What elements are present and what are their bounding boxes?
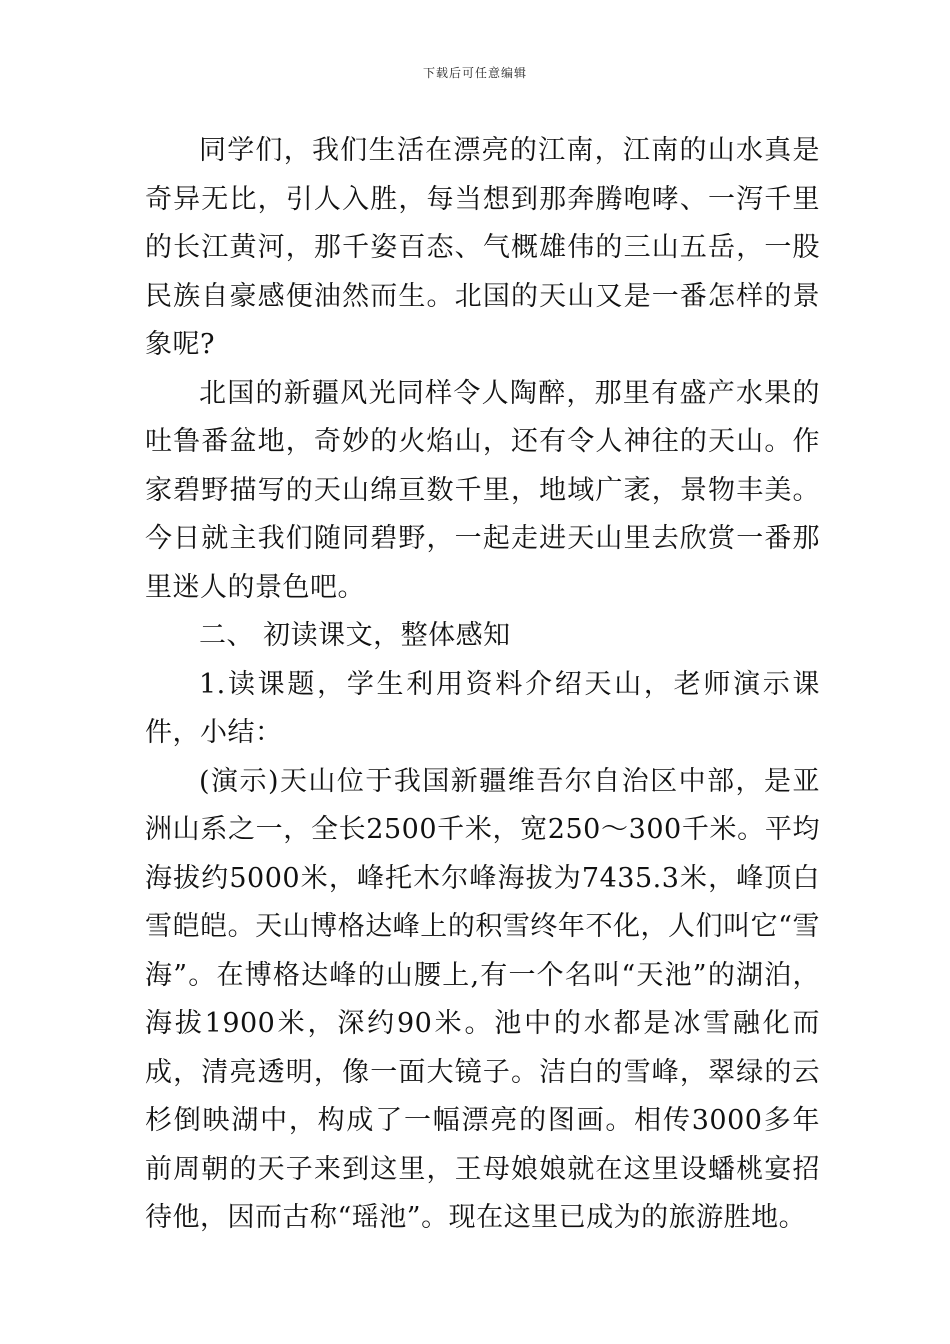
document-body — [145, 127, 820, 1243]
paragraph-intro: 同学们，我们生活在漂亮的江南，江南的山水真是奇异无比，引人入胜，每当想到那奔腾咆哮、一泻千里的长江黄河，那千姿百态、气概雄伟的三山五岳，一股民族自豪感便油然而生。北国的天山又是一番怎样的景象呢? — [145, 135, 820, 360]
paragraph-tianshan-facts: (演示)天山位于我国新疆维吾尔自治区中部，是亚洲山系之一，全长2500千米，宽250～300千米。平均海拔约5000米，峰托木尔峰海拔为7435.3米，峰顶白雪皑皑。天山博格达峰上的积雪终年不化，人们叫它“雪海”。在博格达峰的山腰上,有一个名叫“天池”的湖泊，海拔1900米，深约90米。池中的水都是冰雪融化而成，清亮透明，像一面大镜子。洁白的雪峰，翠绿的云杉倒映湖中，构成了一幅漂亮的图画。相传3000多年前周朝的天子来到这里，王母娘娘就在这里设蟠桃宴招待他，因而古称“瑶池”。现在这里已成为的旅游胜地。 — [145, 765, 820, 1233]
paragraph-xinjiang: 北国的新疆风光同样令人陶醉，那里有盛产水果的吐鲁番盆地，奇妙的火焰山，还有令人神往的天山。作家碧野描写的天山绵亘数千里，地域广袤，景物丰美。今日就主我们随同碧野，一起走进天山里去欣赏一番那里迷人的景色吧。 — [145, 377, 820, 603]
section-heading: 二、 初读课文，整体感知 — [199, 620, 511, 651]
page-header: 下载后可任意编辑 — [422, 66, 527, 80]
paragraph-step-1: 1.读课题，学生利用资料介绍天山，老师演示课件，小结： — [145, 668, 820, 748]
